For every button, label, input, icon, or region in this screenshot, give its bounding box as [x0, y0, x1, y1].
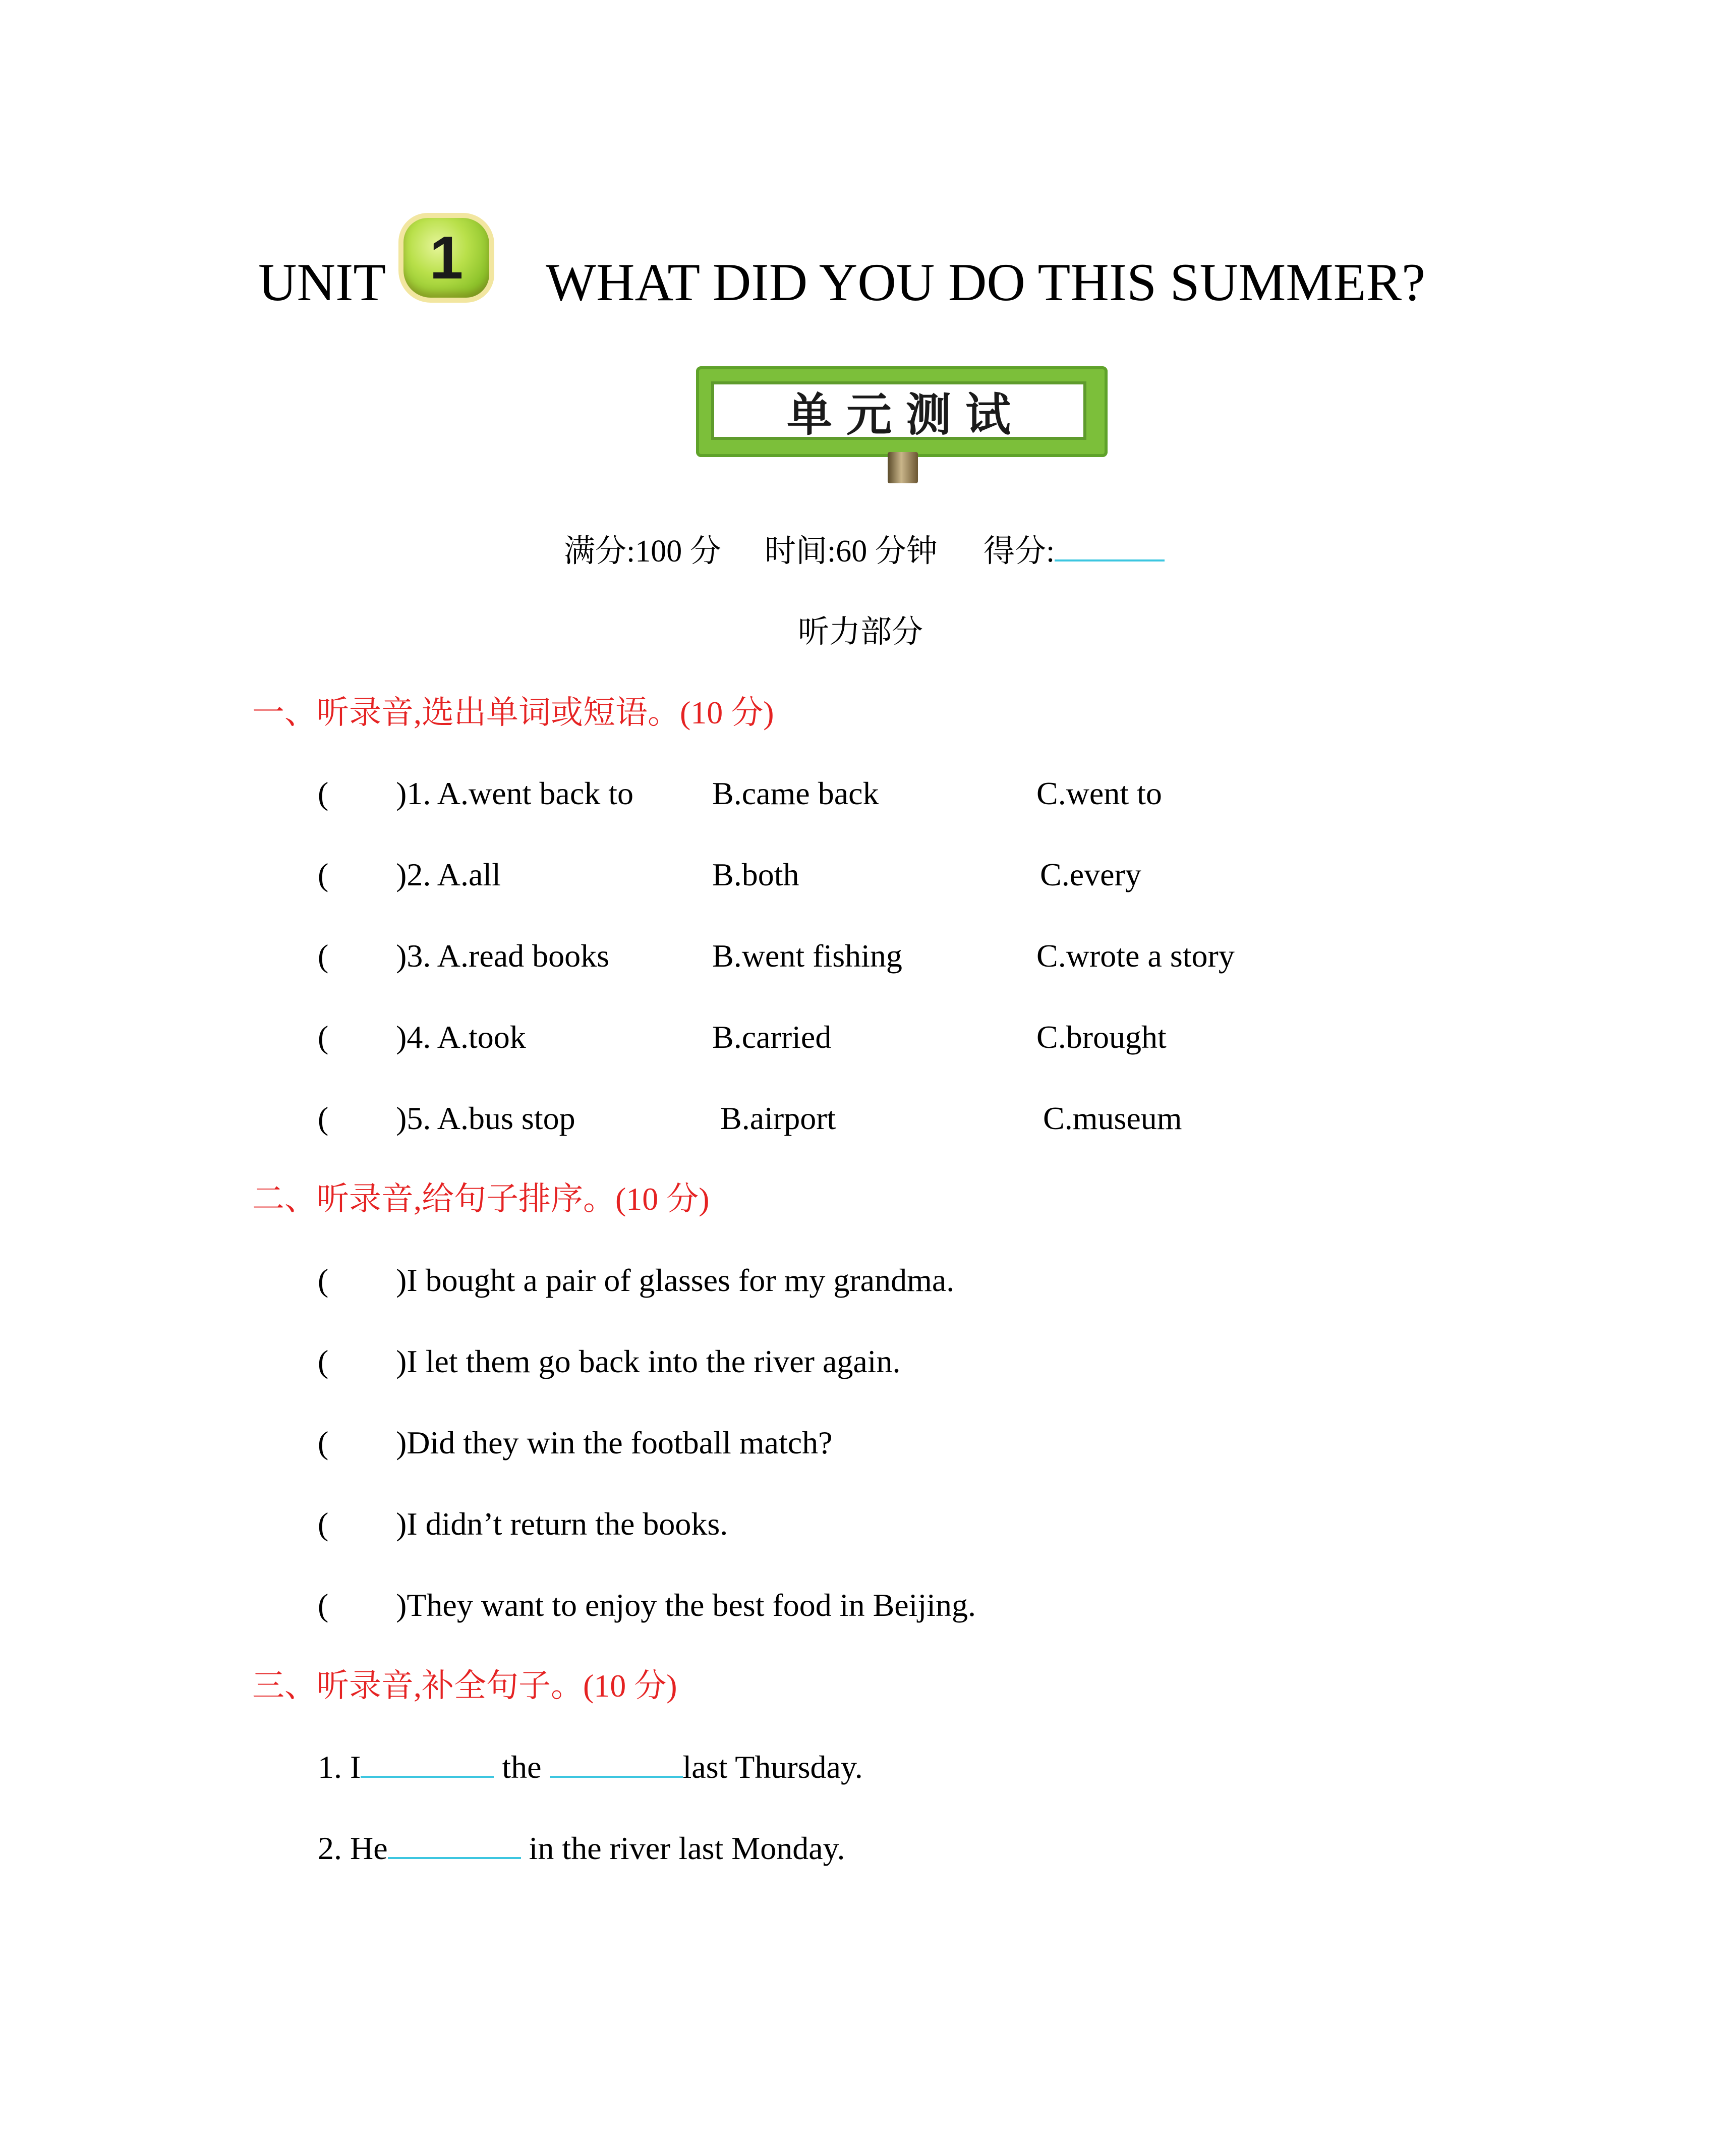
test-banner	[696, 366, 1108, 483]
fill-blank[interactable]	[388, 1852, 521, 1859]
answer-paren: (	[318, 775, 329, 811]
q5-option-a: )5. A.bus stop	[396, 1100, 575, 1136]
q4-option-c: C.brought	[1036, 1019, 1167, 1055]
q3-option-c: C.wrote a story	[1036, 938, 1235, 974]
sentence-item: )I bought a pair of glasses for my grandma.	[396, 1262, 955, 1298]
q5-option-b: B.airport	[720, 1100, 836, 1136]
sentence-item: )I didn’t return the books.	[396, 1506, 728, 1542]
sentence-item: )They want to enjoy the best food in Beijing.	[396, 1587, 976, 1623]
answer-paren: (	[318, 1343, 329, 1379]
q2-option-c: C.every	[1040, 857, 1141, 892]
unit-number: 1	[429, 224, 464, 292]
sentence-text: the	[494, 1749, 550, 1785]
unit-number-badge	[403, 218, 489, 298]
q2-option-a: )2. A.all	[396, 857, 501, 892]
answer-paren: (	[318, 938, 329, 974]
section1-title: 一、听录音,选出单词或短语。(10 分)	[252, 695, 774, 730]
answer-paren: (	[318, 1587, 329, 1623]
score-blank[interactable]	[1055, 554, 1165, 561]
answer-paren: (	[318, 857, 329, 892]
q4-option-b: B.carried	[712, 1019, 832, 1055]
q4-option-a: )4. A.took	[396, 1019, 526, 1055]
time-limit: 时间:60 分钟	[765, 534, 938, 569]
banner-text: 单元测试	[787, 388, 1025, 441]
sentence-item: )Did they win the football match?	[396, 1425, 833, 1460]
fill-blank[interactable]	[550, 1771, 683, 1778]
score-field	[983, 531, 1165, 572]
listening-section-header: 听力部分	[798, 615, 923, 649]
sentence-text: in the river last Monday.	[520, 1830, 845, 1866]
answer-paren: (	[318, 1262, 329, 1298]
q5-option-c: C.museum	[1043, 1100, 1182, 1136]
answer-paren: (	[318, 1425, 329, 1460]
score-label: 得分:	[983, 534, 1055, 569]
full-score: 满分:100 分	[564, 534, 721, 569]
q1-option-c: C.went to	[1036, 775, 1162, 811]
q1-option-a: )1. A.went back to	[396, 775, 633, 811]
banner-post	[888, 452, 918, 483]
sentence-item: )I let them go back into the river again.	[396, 1343, 901, 1379]
q1-option-b: B.came back	[712, 775, 879, 811]
answer-paren: (	[318, 1019, 329, 1055]
fill-blank[interactable]	[361, 1771, 494, 1778]
answer-paren: (	[318, 1100, 329, 1136]
unit-title: WHAT DID YOU DO THIS SUMMER?	[546, 253, 1426, 312]
section2-title: 二、听录音,给句子排序。(10 分)	[252, 1181, 710, 1217]
section3-title: 三、听录音,补全句子。(10 分)	[252, 1668, 677, 1704]
unit-label: UNIT	[258, 253, 386, 312]
sentence-text: 1. I	[318, 1749, 361, 1785]
banner-board	[711, 381, 1086, 440]
q2-option-b: B.both	[712, 857, 799, 892]
answer-paren: (	[318, 1506, 329, 1542]
fill-sentence-1	[318, 1747, 863, 1787]
q3-option-a: )3. A.read books	[396, 938, 610, 974]
sentence-text: 2. He	[318, 1830, 388, 1866]
q3-option-b: B.went fishing	[712, 938, 902, 974]
sentence-text: last Thursday.	[682, 1749, 863, 1785]
fill-sentence-2	[318, 1828, 845, 1869]
